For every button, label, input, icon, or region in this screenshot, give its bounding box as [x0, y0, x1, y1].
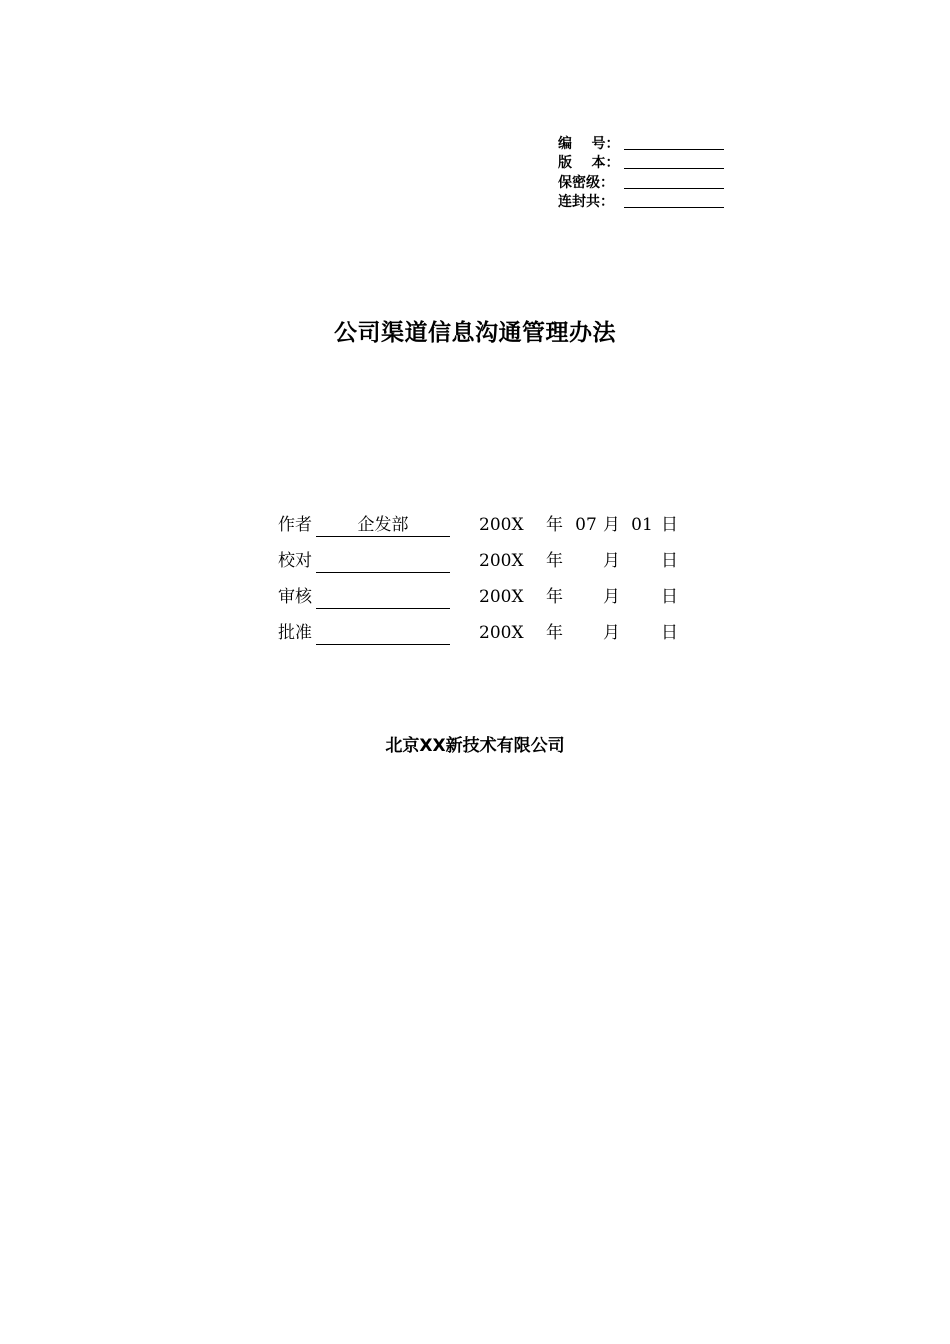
signature-month-unit: 月	[603, 551, 620, 571]
meta-row-total-pages	[558, 191, 728, 211]
meta-label: 版 本：	[558, 155, 620, 171]
meta-row-security-level	[558, 171, 728, 191]
company-name: 北京XX新技术有限公司	[385, 736, 565, 756]
meta-fill-line	[624, 135, 724, 150]
signature-month-unit: 月	[603, 623, 620, 643]
signature-year-unit: 年	[546, 515, 563, 535]
signature-role: 审核	[278, 587, 312, 607]
document-meta-block	[558, 132, 728, 210]
signature-year: 200X	[479, 551, 524, 571]
document-title: 公司渠道信息沟通管理办法	[334, 320, 616, 346]
signature-row-approve	[278, 621, 698, 657]
signature-year-unit: 年	[546, 551, 563, 571]
signature-day: 01	[631, 515, 653, 535]
signature-month-unit: 月	[603, 515, 620, 535]
signature-name: 企发部	[316, 513, 450, 537]
signature-year: 200X	[479, 623, 524, 643]
signature-name	[316, 549, 450, 573]
signature-day-unit: 日	[661, 623, 678, 643]
meta-label: 保密级：	[558, 174, 614, 191]
signature-month: 07	[575, 515, 597, 535]
signature-role: 校对	[278, 551, 312, 571]
signature-day-unit: 日	[661, 587, 678, 607]
signature-row-author	[278, 513, 698, 549]
signature-name	[316, 621, 450, 645]
signature-role: 作者	[278, 515, 312, 535]
meta-label: 编 号：	[558, 135, 620, 152]
signature-year: 200X	[479, 515, 524, 535]
signature-day-unit: 日	[661, 515, 678, 535]
meta-row-version	[558, 152, 728, 172]
signature-role: 批准	[278, 623, 312, 643]
signature-day-unit: 日	[661, 551, 678, 571]
meta-fill-line	[624, 154, 724, 169]
signature-month-unit: 月	[603, 587, 620, 607]
signature-year-unit: 年	[546, 587, 563, 607]
signature-row-review	[278, 585, 698, 621]
meta-fill-line	[624, 174, 724, 189]
signature-row-proofread	[278, 549, 698, 585]
meta-label: 连封共：	[558, 194, 614, 210]
signature-year-unit: 年	[546, 623, 563, 643]
meta-fill-line	[624, 193, 724, 208]
signature-block	[278, 513, 698, 657]
signature-year: 200X	[479, 587, 524, 607]
meta-row-number	[558, 132, 728, 152]
signature-name	[316, 585, 450, 609]
